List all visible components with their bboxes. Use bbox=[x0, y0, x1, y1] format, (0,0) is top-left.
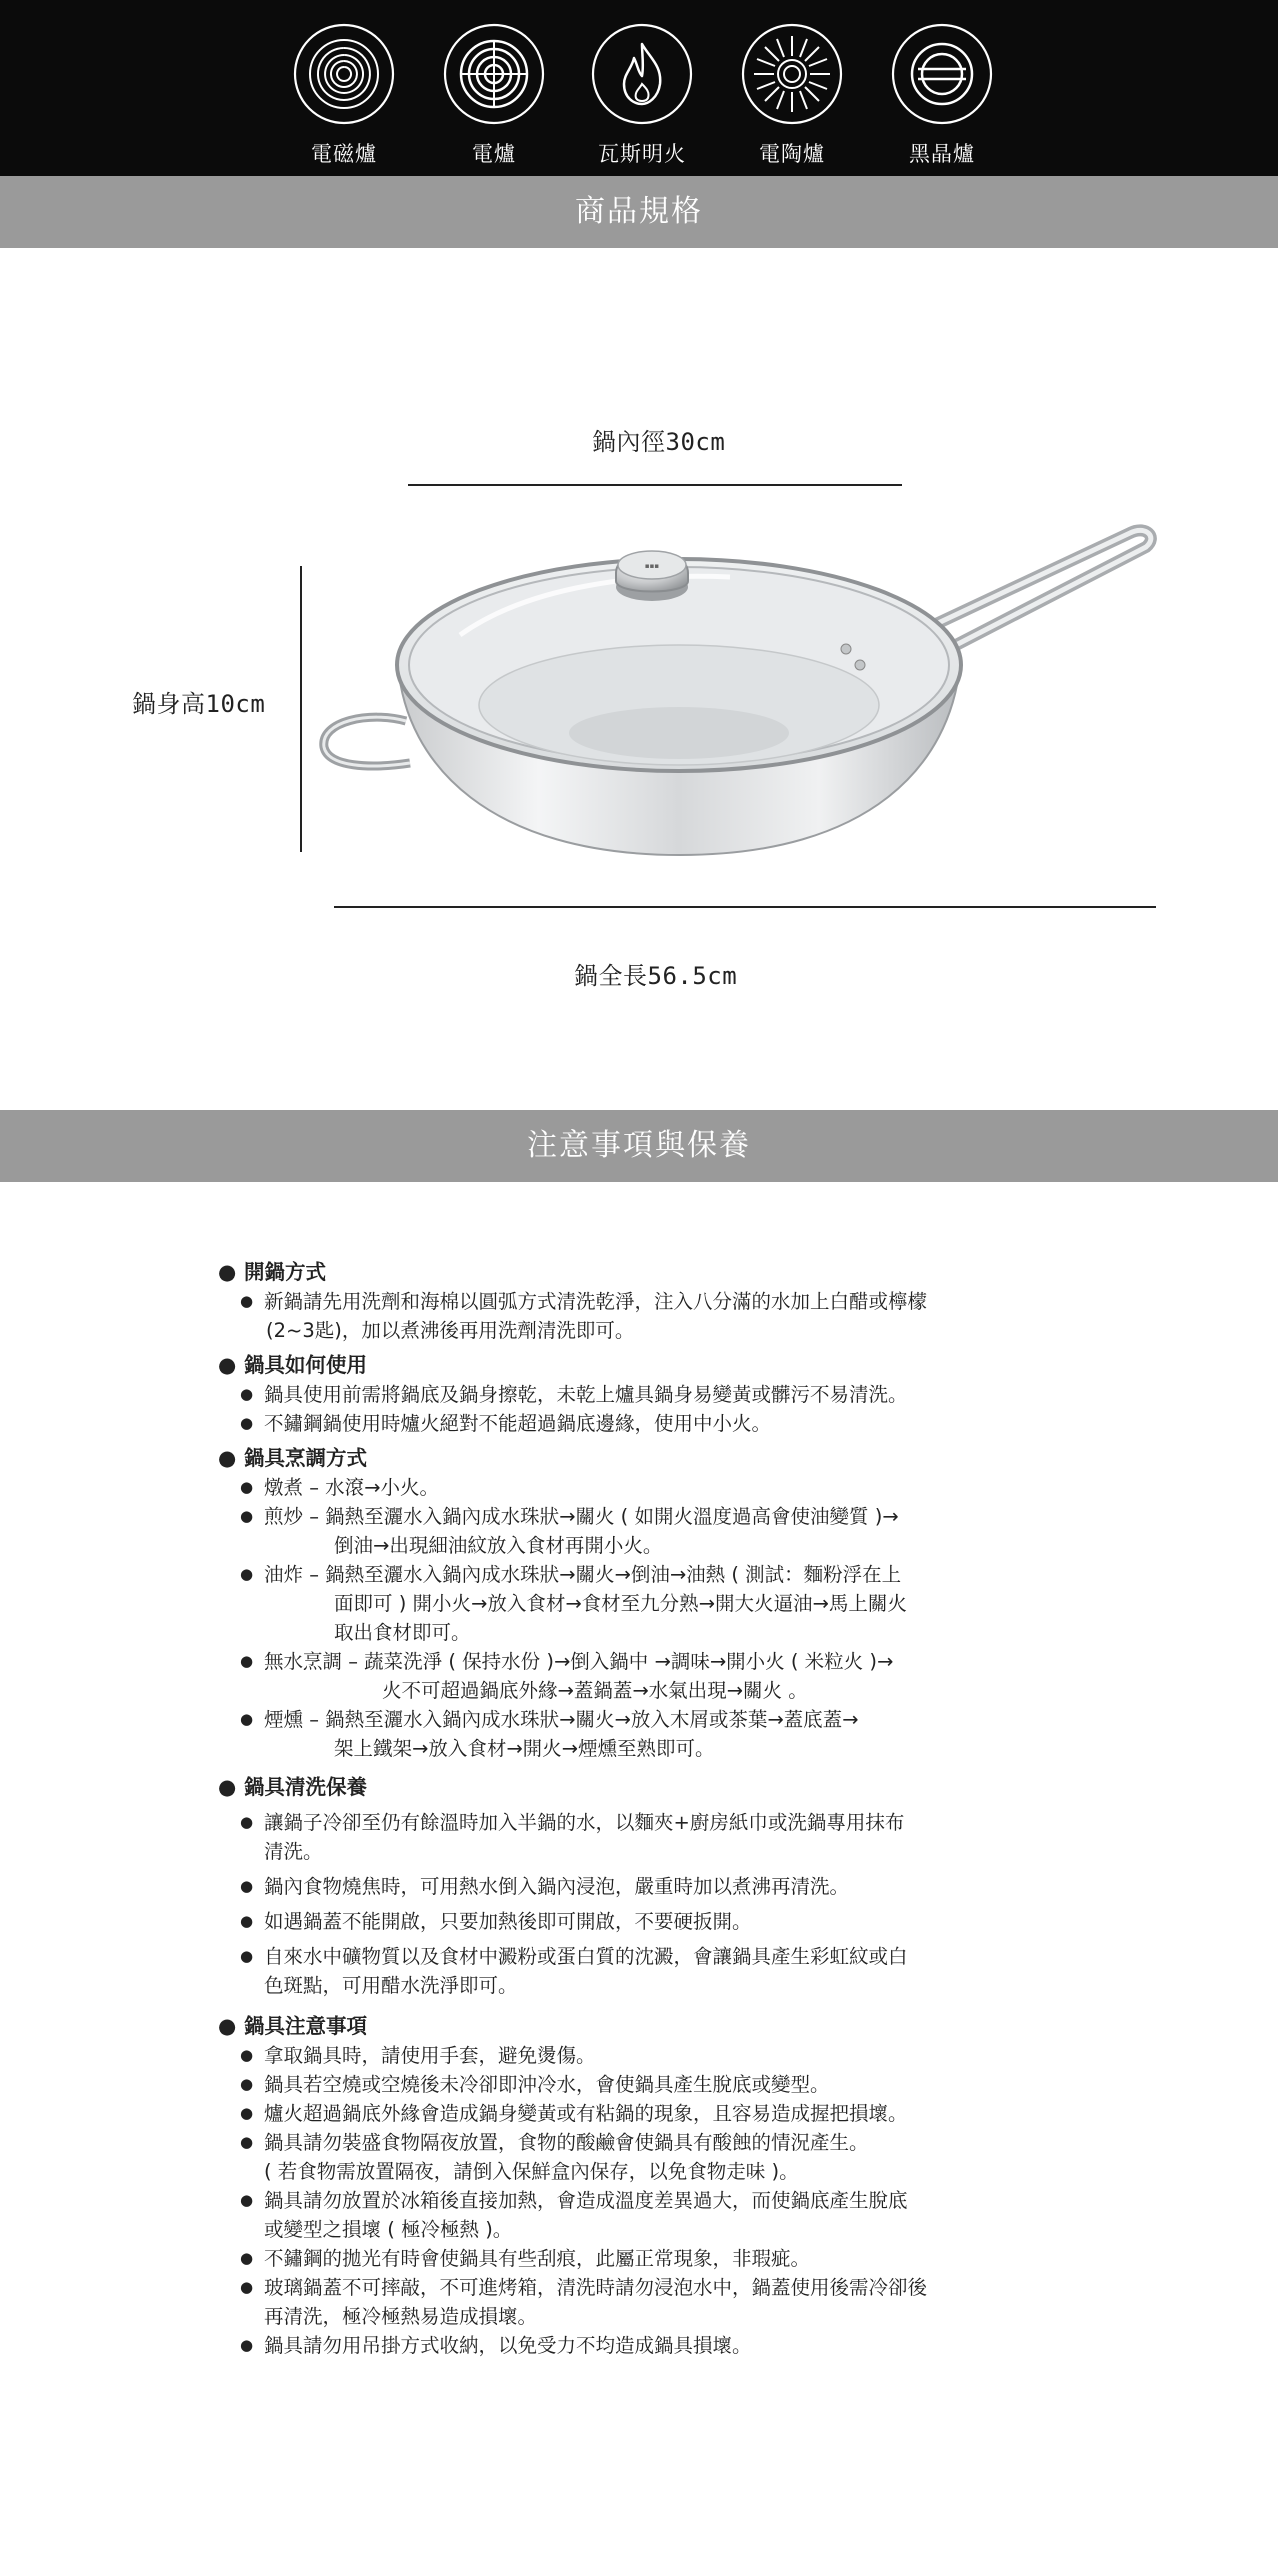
list-item: ● 不鏽鋼的拋光有時會使鍋具有些刮痕，此屬正常現象，非瑕疵。 bbox=[218, 2244, 1058, 2273]
list-item: ● 玻璃鍋蓋不可摔敲，不可進烤箱，清洗時請勿浸泡水中，鍋蓋使用後需冷卻後 再清洗，極冷極熱易造成損壞。 bbox=[218, 2273, 1058, 2331]
bullet-icon: ● bbox=[240, 1507, 254, 1525]
list-item: ● 油炸 – 鍋熱至灑水入鍋內成水珠狀→關火→倒油→油熱 ( 測試：麵粉浮在上 面即可 ) 開小火→放入食材→食材至九分熟→開大火逼油→馬上關火 取出食材即可。 bbox=[218, 1560, 1058, 1647]
care-group-heading: ● 鍋具如何使用 bbox=[218, 1351, 1058, 1380]
ceramic-stove-icon bbox=[740, 22, 844, 126]
heat-source-bar bbox=[0, 0, 1278, 176]
list-item: ● 如遇鍋蓋不能開啟，只要加熱後即可開啟，不要硬扳開。 bbox=[218, 1907, 1058, 1936]
bullet-icon: ● bbox=[240, 2191, 254, 2209]
care-section-title: 注意事項與保養 bbox=[0, 1110, 1278, 1182]
bullet-icon: ● bbox=[240, 1912, 254, 1930]
heat-source-halogen bbox=[872, 22, 1012, 168]
list-item: ● 爐火超過鍋底外緣會造成鍋身變黃或有粘鍋的現象，且容易造成握把損壞。 bbox=[218, 2099, 1058, 2128]
list-item: ● 煙燻 – 鍋熱至灑水入鍋內成水珠狀→關火→放入木屑或茶葉→蓋底蓋→ 架上鐵架→放入食材→開火→煙燻至熟即可。 bbox=[218, 1705, 1058, 1763]
bullet-icon: ● bbox=[240, 1478, 254, 1496]
wok-image bbox=[310, 515, 1170, 875]
list-item: ● 煎炒 – 鍋熱至灑水入鍋內成水珠狀→關火 ( 如開火溫度過高會使油變質 )→ 倒油→出現細油紋放入食材再開小火。 bbox=[218, 1502, 1058, 1560]
diameter-label: 鍋內徑30cm bbox=[592, 428, 726, 456]
list-item: ● 讓鍋子冷卻至仍有餘溫時加入半鍋的水，以麵夾+廚房紙巾或洗鍋專用抹布 清洗。 bbox=[218, 1808, 1058, 1866]
bullet-icon: ● bbox=[240, 2104, 254, 2122]
halogen-stove-icon bbox=[890, 22, 994, 126]
heat-source-label: 黑晶爐 bbox=[909, 142, 975, 166]
care-instructions bbox=[218, 1252, 1058, 2360]
length-label: 鍋全長56.5cm bbox=[574, 962, 738, 990]
care-group-heading: ● 鍋具清洗保養 bbox=[218, 1773, 1058, 1802]
bullet-icon: ● bbox=[218, 1260, 237, 1284]
height-label: 鍋身高10cm bbox=[132, 690, 266, 718]
heat-source-ceramic bbox=[722, 22, 862, 168]
list-item: ● 鍋具請勿用吊掛方式收納，以免受力不均造成鍋具損壞。 bbox=[218, 2331, 1058, 2360]
bullet-icon: ● bbox=[240, 1877, 254, 1895]
bullet-icon: ● bbox=[240, 1947, 254, 1965]
list-item: ● 新鍋請先用洗劑和海棉以圓弧方式清洗乾淨，注入八分滿的水加上白醋或檸檬 (2~3匙)，加以煮沸後再用洗劑清洗即可。 bbox=[218, 1287, 1058, 1345]
list-item: ● 鍋具請勿放置於冰箱後直接加熱，會造成溫度差異過大，而使鍋底產生脫底 或變型之損壞 ( 極冷極熱 )。 bbox=[218, 2186, 1058, 2244]
care-group-heading: ● 鍋具注意事項 bbox=[218, 2012, 1058, 2041]
bullet-icon: ● bbox=[240, 2278, 254, 2296]
length-line bbox=[334, 906, 1156, 908]
list-item: ● 燉煮 – 水滾→小火。 bbox=[218, 1473, 1058, 1502]
height-line bbox=[300, 566, 302, 852]
bullet-icon: ● bbox=[240, 1414, 254, 1432]
list-item: ● 鍋具若空燒或空燒後未冷卻即沖冷水，會使鍋具產生脫底或變型。 bbox=[218, 2070, 1058, 2099]
bullet-icon: ● bbox=[240, 1385, 254, 1403]
heat-source-label: 電爐 bbox=[472, 142, 516, 166]
care-group-heading: ● 鍋具烹調方式 bbox=[218, 1444, 1058, 1473]
list-item: ● 拿取鍋具時，請使用手套，避免燙傷。 bbox=[218, 2041, 1058, 2070]
list-item: ● 鍋具使用前需將鍋底及鍋身擦乾，未乾上爐具鍋身易變黃或髒污不易清洗。 bbox=[218, 1380, 1058, 1409]
heat-source-label: 電陶爐 bbox=[759, 142, 825, 166]
list-item: ● 無水烹調 – 蔬菜洗淨 ( 保持水份 )→倒入鍋中 →調味→開小火 ( 米粒火 )→ 火不可超過鍋底外緣→蓋鍋蓋→水氣出現→關火 。 bbox=[218, 1647, 1058, 1705]
list-item: ● 不鏽鋼鍋使用時爐火絕對不能超過鍋底邊緣，使用中小火。 bbox=[218, 1409, 1058, 1438]
care-group-heading: ● 開鍋方式 bbox=[218, 1258, 1058, 1287]
bullet-icon: ● bbox=[218, 1353, 237, 1377]
spec-section-title: 商品規格 bbox=[0, 176, 1278, 248]
bullet-icon: ● bbox=[240, 1710, 254, 1728]
list-item: ● 自來水中礦物質以及食材中澱粉或蛋白質的沈澱，會讓鍋具產生彩虹紋或白 色斑點，可用醋水洗淨即可。 bbox=[218, 1942, 1058, 2000]
bullet-icon: ● bbox=[240, 2249, 254, 2267]
list-item: ● 鍋具請勿裝盛食物隔夜放置，食物的酸鹼會使鍋具有酸蝕的情況產生。 ( 若食物需放置隔夜，請倒入保鮮盒內保存，以免食物走味 )。 bbox=[218, 2128, 1058, 2186]
bullet-icon: ● bbox=[240, 1813, 254, 1831]
heat-source-induction bbox=[274, 22, 414, 168]
bullet-icon: ● bbox=[218, 2014, 237, 2038]
bullet-icon: ● bbox=[240, 1652, 254, 1670]
bullet-icon: ● bbox=[240, 2075, 254, 2093]
bullet-icon: ● bbox=[240, 2133, 254, 2151]
bullet-icon: ● bbox=[218, 1446, 237, 1470]
list-item: ● 鍋內食物燒焦時，可用熱水倒入鍋內浸泡，嚴重時加以煮沸再清洗。 bbox=[218, 1872, 1058, 1901]
heat-source-electric bbox=[424, 22, 564, 168]
gas-flame-icon bbox=[590, 22, 694, 126]
svg-text:▪▪▪: ▪▪▪ bbox=[644, 562, 660, 570]
heat-source-label: 電磁爐 bbox=[311, 142, 377, 166]
bullet-icon: ● bbox=[240, 2336, 254, 2354]
induction-icon bbox=[292, 22, 396, 126]
bullet-icon: ● bbox=[240, 1292, 254, 1310]
diameter-line bbox=[408, 484, 902, 486]
heat-source-label: 瓦斯明火 bbox=[598, 142, 686, 166]
electric-stove-icon bbox=[442, 22, 546, 126]
heat-source-gas bbox=[572, 22, 712, 168]
bullet-icon: ● bbox=[240, 1565, 254, 1583]
bullet-icon: ● bbox=[240, 2046, 254, 2064]
bullet-icon: ● bbox=[218, 1775, 237, 1799]
